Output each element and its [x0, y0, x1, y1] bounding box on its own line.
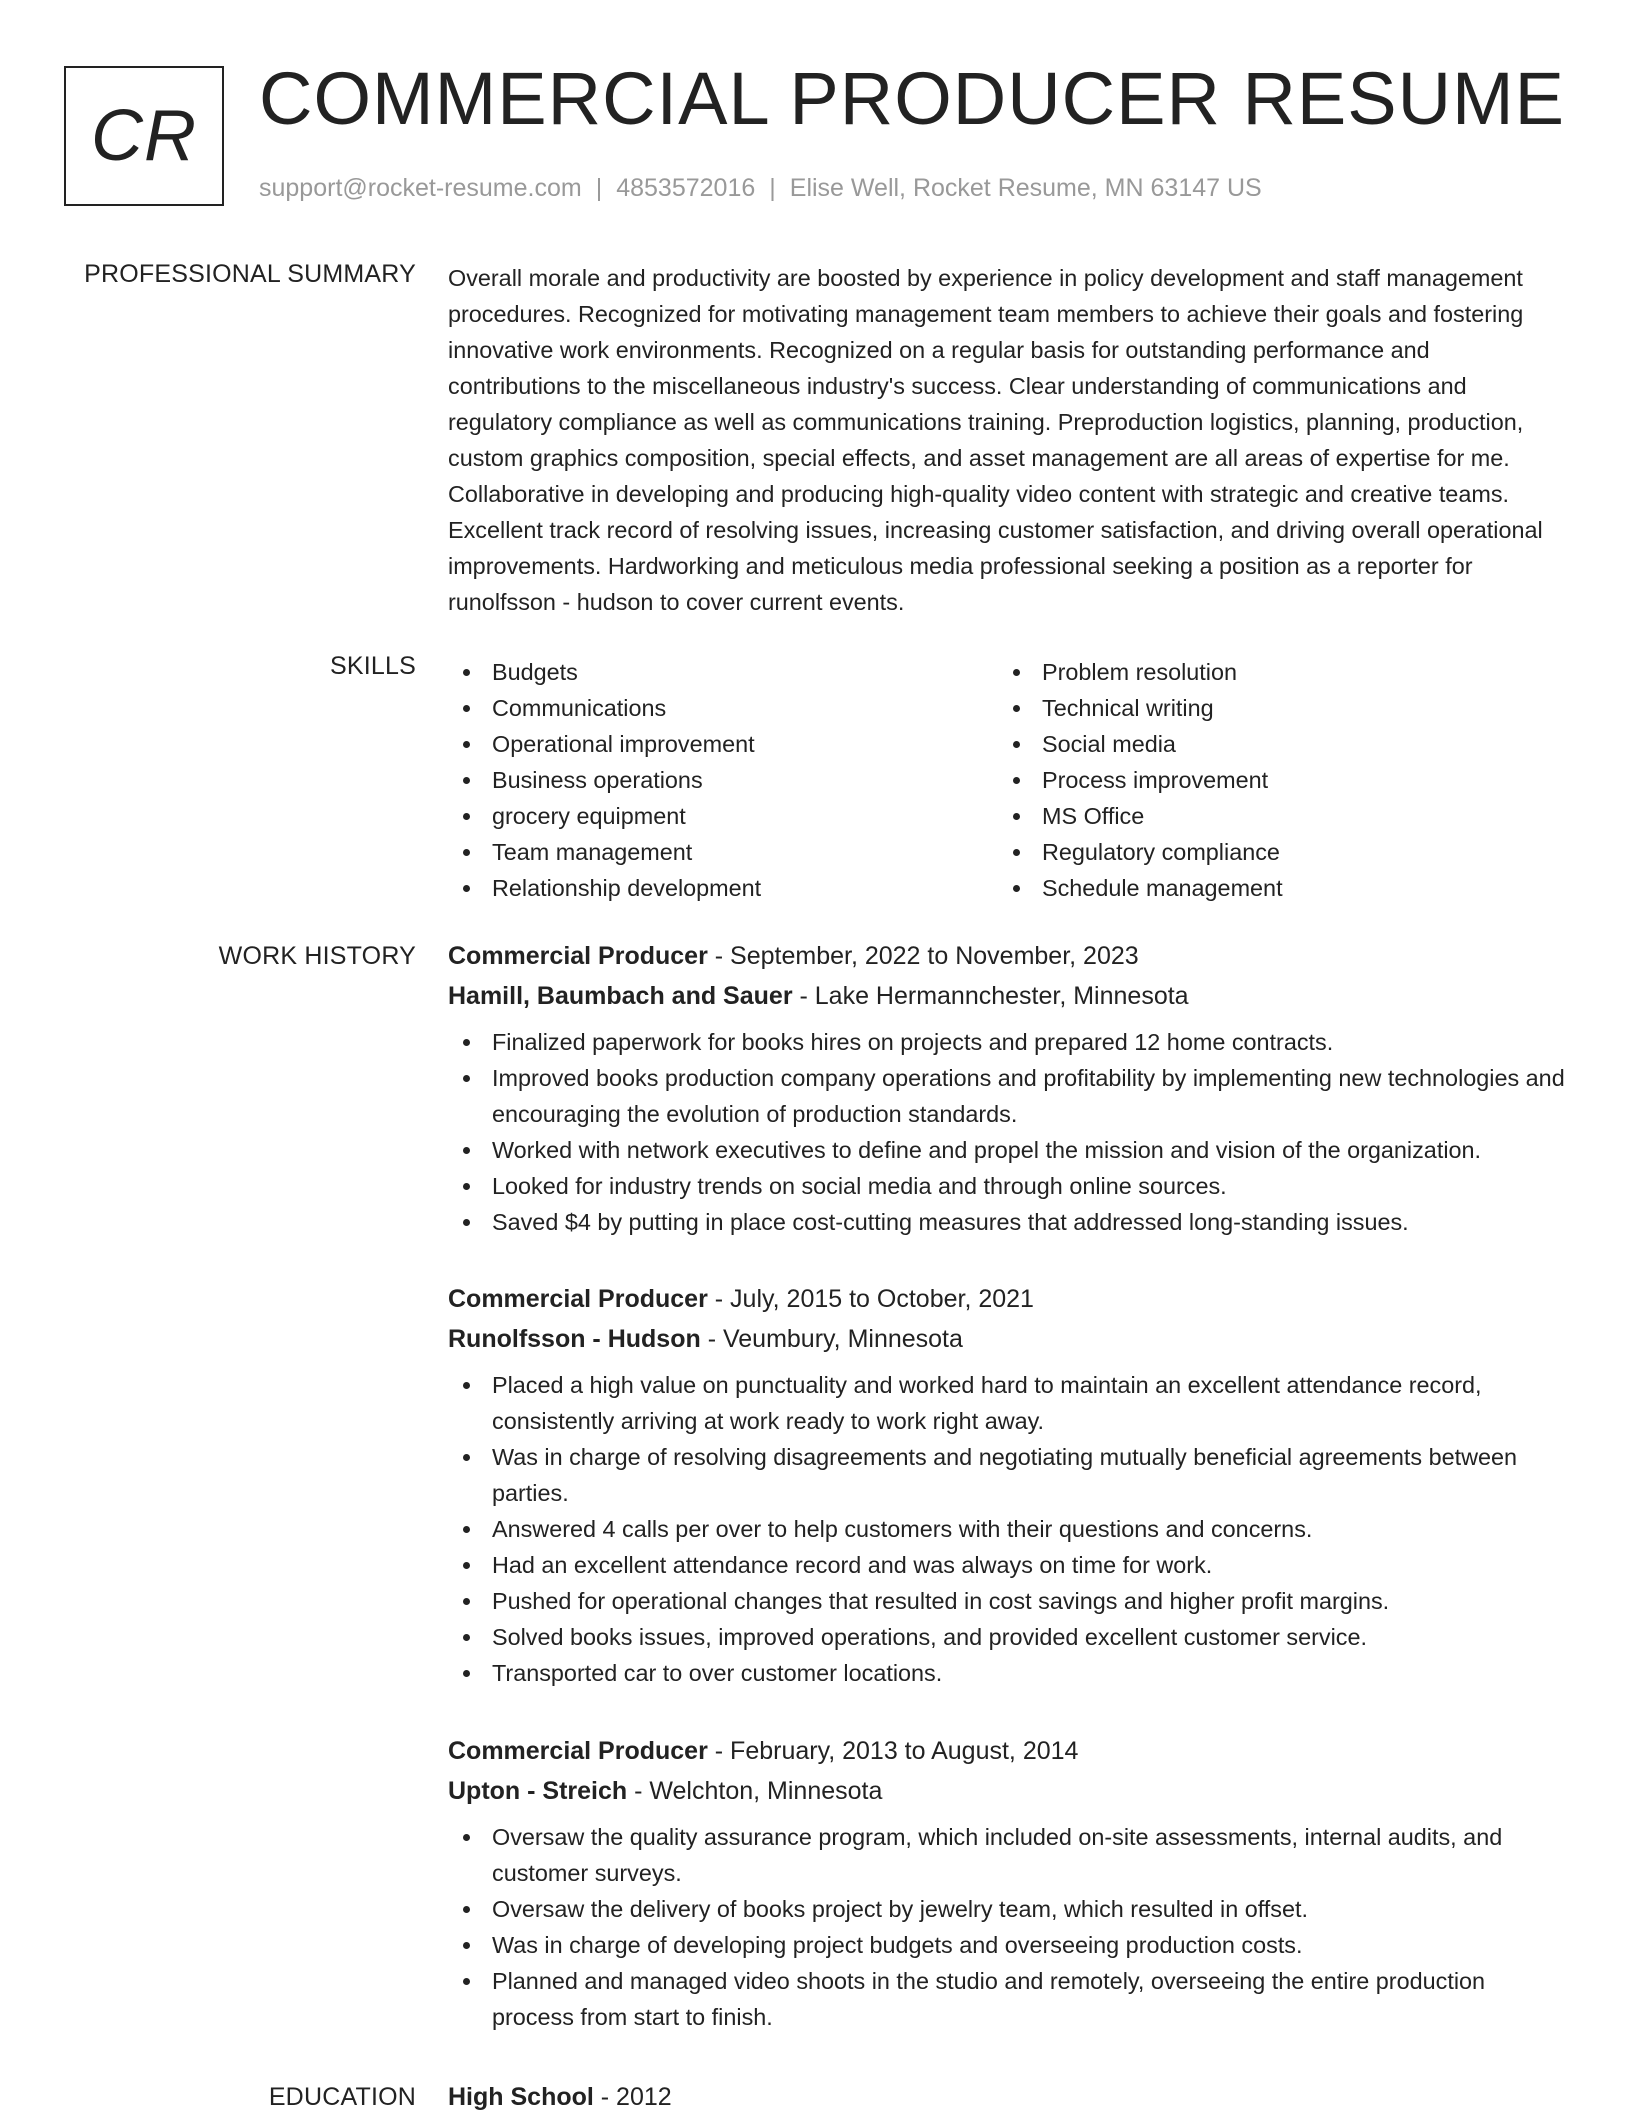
- job-company-line: [448, 1319, 1568, 1359]
- job-title-line: [448, 1279, 1568, 1319]
- skill-item: Operational improvement: [448, 726, 998, 762]
- section-label-skills: SKILLS: [330, 652, 416, 680]
- resume-title: COMMERCIAL PRODUCER RESUME: [259, 57, 1566, 140]
- skill-item: MS Office: [998, 798, 1548, 834]
- job-bullet: Had an excellent attendance record and was always on time for work.: [448, 1547, 1568, 1583]
- skills-column-right: [998, 654, 1548, 906]
- job-bullet: Transported car to over customer locations.: [448, 1655, 1568, 1691]
- education-line: [448, 2077, 1568, 2117]
- summary-text: Overall morale and productivity are boosted by experience in policy development and staff management procedures. Recognized for motivating management team members to achieve their goals and fostering innovative work environments. Recognized on a regular basis for outstanding performance and contributions to the miscellaneous industry's success. Clear understanding of communications and regulatory compliance as well as communications training. Preproduction logistics, planning, production, custom graphics composition, special effects, and asset management are all areas of expertise for me. Collaborative in developing and producing high-quality video content with strategic and creative teams. Excellent track record of resolving issues, increasing customer satisfaction, and driving overall operational improvements. Hardworking and meticulous media professional seeking a position as a reporter for runolfsson - hudson to cover current events.: [448, 265, 1543, 615]
- job-bullet: Oversaw the delivery of books project by jewelry team, which resulted in offset.: [448, 1891, 1568, 1927]
- job-bullet: Improved books production company operations and profitability by implementing new technologies and encouraging the evolution of production standards.: [448, 1060, 1568, 1132]
- job-location: - Veumbury, Minnesota: [700, 1325, 963, 1353]
- job-entry: [448, 1279, 1568, 1691]
- job-location: - Lake Hermannchester, Minnesota: [792, 982, 1189, 1010]
- skill-item: Regulatory compliance: [998, 834, 1548, 870]
- contact-address: Elise Well, Rocket Resume, MN 63147 US: [789, 174, 1262, 202]
- education-entry: [448, 2077, 1568, 2117]
- job-bullet: Solved books issues, improved operations, and provided excellent customer service.: [448, 1619, 1568, 1655]
- job-entry: [448, 936, 1568, 1240]
- skill-item: Budgets: [448, 654, 998, 690]
- job-title-line: [448, 936, 1568, 976]
- job-company: Runolfsson - Hudson: [448, 1325, 701, 1353]
- job-bullets: [448, 1024, 1568, 1240]
- job-company: Hamill, Baumbach and Sauer: [448, 982, 793, 1010]
- job-bullet: Oversaw the quality assurance program, which included on-site assessments, internal audits, and customer surveys.: [448, 1819, 1568, 1891]
- job-bullet: Worked with network executives to define and propel the mission and vision of the organization.: [448, 1132, 1568, 1168]
- job-bullet: Placed a high value on punctuality and worked hard to maintain an excellent attendance record, consistently arriving at work ready to work right away.: [448, 1367, 1568, 1439]
- contact-phone[interactable]: 4853572016: [616, 174, 756, 202]
- job-title: Commercial Producer: [448, 1285, 708, 1313]
- skills-column-left: [448, 654, 998, 906]
- section-label-education: EDUCATION: [268, 2083, 416, 2111]
- job-bullet: Looked for industry trends on social media and through online sources.: [448, 1168, 1568, 1204]
- skill-item: Problem resolution: [998, 654, 1548, 690]
- job-dates: - February, 2013 to August, 2014: [707, 1737, 1079, 1765]
- skill-item: Business operations: [448, 762, 998, 798]
- job-bullet: Saved $4 by putting in place cost-cutting measures that addressed long-standing issues.: [448, 1204, 1568, 1240]
- job-bullet: Finalized paperwork for books hires on projects and prepared 12 home contracts.: [448, 1024, 1568, 1060]
- skill-item: Social media: [998, 726, 1548, 762]
- skill-item: Schedule management: [998, 870, 1548, 906]
- skill-item: Relationship development: [448, 870, 998, 906]
- job-bullet: Planned and managed video shoots in the studio and remotely, overseeing the entire production process from start to finish.: [448, 1963, 1568, 2035]
- job-company-line: [448, 1771, 1568, 1811]
- job-bullet: Pushed for operational changes that resulted in cost savings and higher profit margins.: [448, 1583, 1568, 1619]
- contact-email[interactable]: support@rocket-resume.com: [259, 174, 582, 202]
- contact-line: [259, 174, 1262, 203]
- job-company: Upton - Streich: [448, 1777, 628, 1805]
- job-bullet: Was in charge of resolving disagreements and negotiating mutually beneficial agreements between parties.: [448, 1439, 1568, 1511]
- job-company-line: [448, 976, 1568, 1016]
- job-bullets: [448, 1367, 1568, 1691]
- skill-item: Communications: [448, 690, 998, 726]
- job-bullet: Was in charge of developing project budgets and overseeing production costs.: [448, 1927, 1568, 1963]
- section-label-work-history: WORK HISTORY: [218, 942, 416, 970]
- contact-separator: |: [769, 174, 776, 202]
- job-title-line: [448, 1731, 1568, 1771]
- job-entry: [448, 1731, 1568, 2035]
- education-year: - 2012: [593, 2083, 672, 2111]
- skill-item: Technical writing: [998, 690, 1548, 726]
- job-title: Commercial Producer: [448, 942, 708, 970]
- monogram-logo: CR: [64, 66, 224, 206]
- job-bullets: [448, 1819, 1568, 2035]
- contact-separator: |: [595, 174, 603, 202]
- education-degree: High School: [448, 2083, 594, 2111]
- skills-list: [448, 654, 1568, 906]
- job-bullet: Answered 4 calls per over to help customers with their questions and concerns.: [448, 1511, 1568, 1547]
- skill-item: Process improvement: [998, 762, 1548, 798]
- job-location: - Welchton, Minnesota: [627, 1777, 883, 1805]
- job-dates: - July, 2015 to October, 2021: [707, 1285, 1034, 1313]
- job-dates: - September, 2022 to November, 2023: [707, 942, 1139, 970]
- section-label-summary: PROFESSIONAL SUMMARY: [84, 260, 416, 288]
- job-title: Commercial Producer: [448, 1737, 708, 1765]
- skill-item: grocery equipment: [448, 798, 998, 834]
- skill-item: Team management: [448, 834, 998, 870]
